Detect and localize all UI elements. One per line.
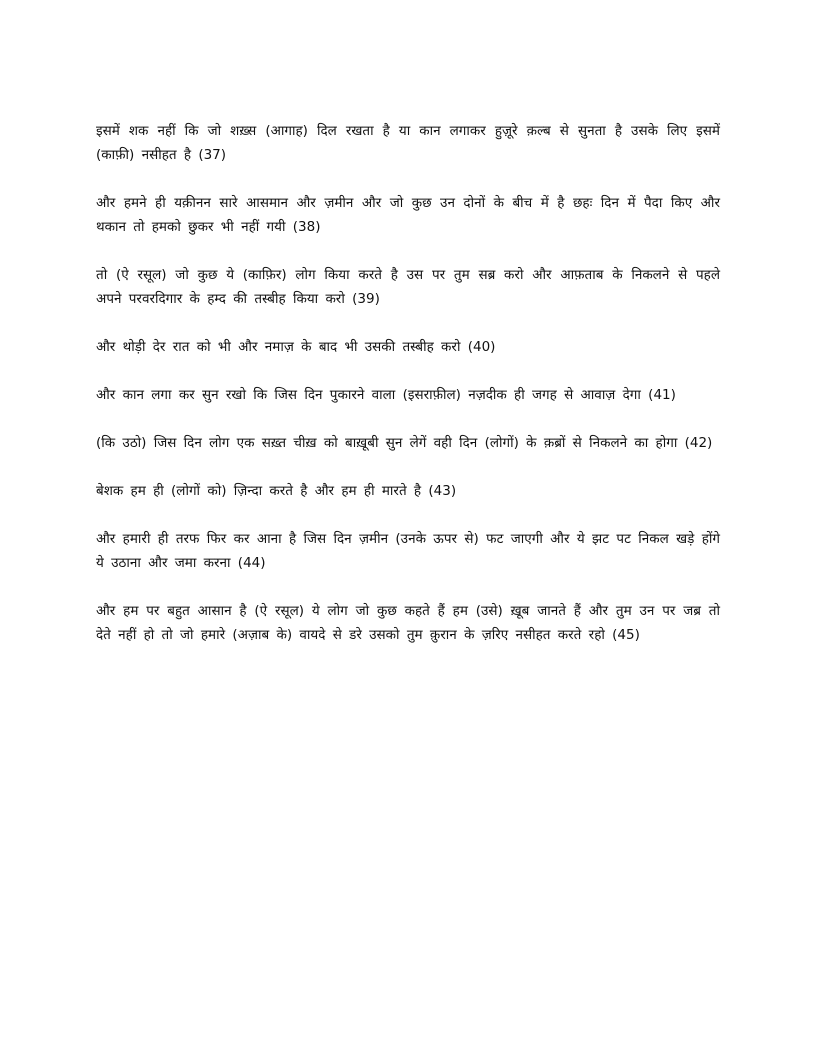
verse-38: और हमने ही यक़ीनन सारे आसमान और ज़मीन और जो कुछ उन दोनों के बीच में है छहः दिन में पैदा किए और थकान तो हमको छुकर भी नहीं गयी (38) [96, 195, 720, 235]
verse-43: बेशक हम ही (लोगों को) ज़िन्दा करते है और हम ही मारते है (43) [96, 483, 457, 499]
verse-37: इसमें शक नहीं कि जो शख़्स (आगाह) दिल रखता है या कान लगाकर हुज़ूरे क़ल्ब से सुनता है उसके लिए इसमें (काफ़ी) नसीहत है (37) [96, 123, 720, 163]
verse-45: और हम पर बहुत आसान है (ऐ रसूल) ये लोग जो कुछ कहते हैं हम (उसे) ख़ूब जानते हैं और तुम उन पर जब्र तो देते नहीं हो तो जो हमारे (अज़ाब के) वायदे से डरे उसको तुम क़ुरान के ज़रिए नसीहत करते रहो (45) [96, 603, 720, 643]
verse-40: और थोड़ी देर रात को भी और नमाज़ के बाद भी उसकी तस्बीह करो (40) [96, 339, 496, 355]
verse-list [96, 119, 720, 671]
verse-41: और कान लगा कर सुन रखो कि जिस दिन पुकारने वाला (इसराफ़ील) नज़दीक ही जगह से आवाज़ देगा (41) [96, 387, 676, 403]
verse-39: तो (ऐ रसूल) जो कुछ ये (काफ़िर) लोग किया करते है उस पर तुम सब्र करो और आफ़ताब के निकलने से पहले अपने परवरदिगार के हम्द की तस्बीह किया करो (39) [96, 267, 720, 307]
verse-44: और हमारी ही तरफ फिर कर आना है जिस दिन ज़मीन (उनके ऊपर से) फट जाएगी और ये झट पट निकल खड़े होंगे ये उठाना और जमा करना (44) [96, 531, 720, 571]
verse-42: (कि उठो) जिस दिन लोग एक सख़्त चीख़ को बाख़ूबी सुन लेगें वही दिन (लोगों) के क़ब्रों से निकलने का होगा (42) [96, 435, 713, 451]
